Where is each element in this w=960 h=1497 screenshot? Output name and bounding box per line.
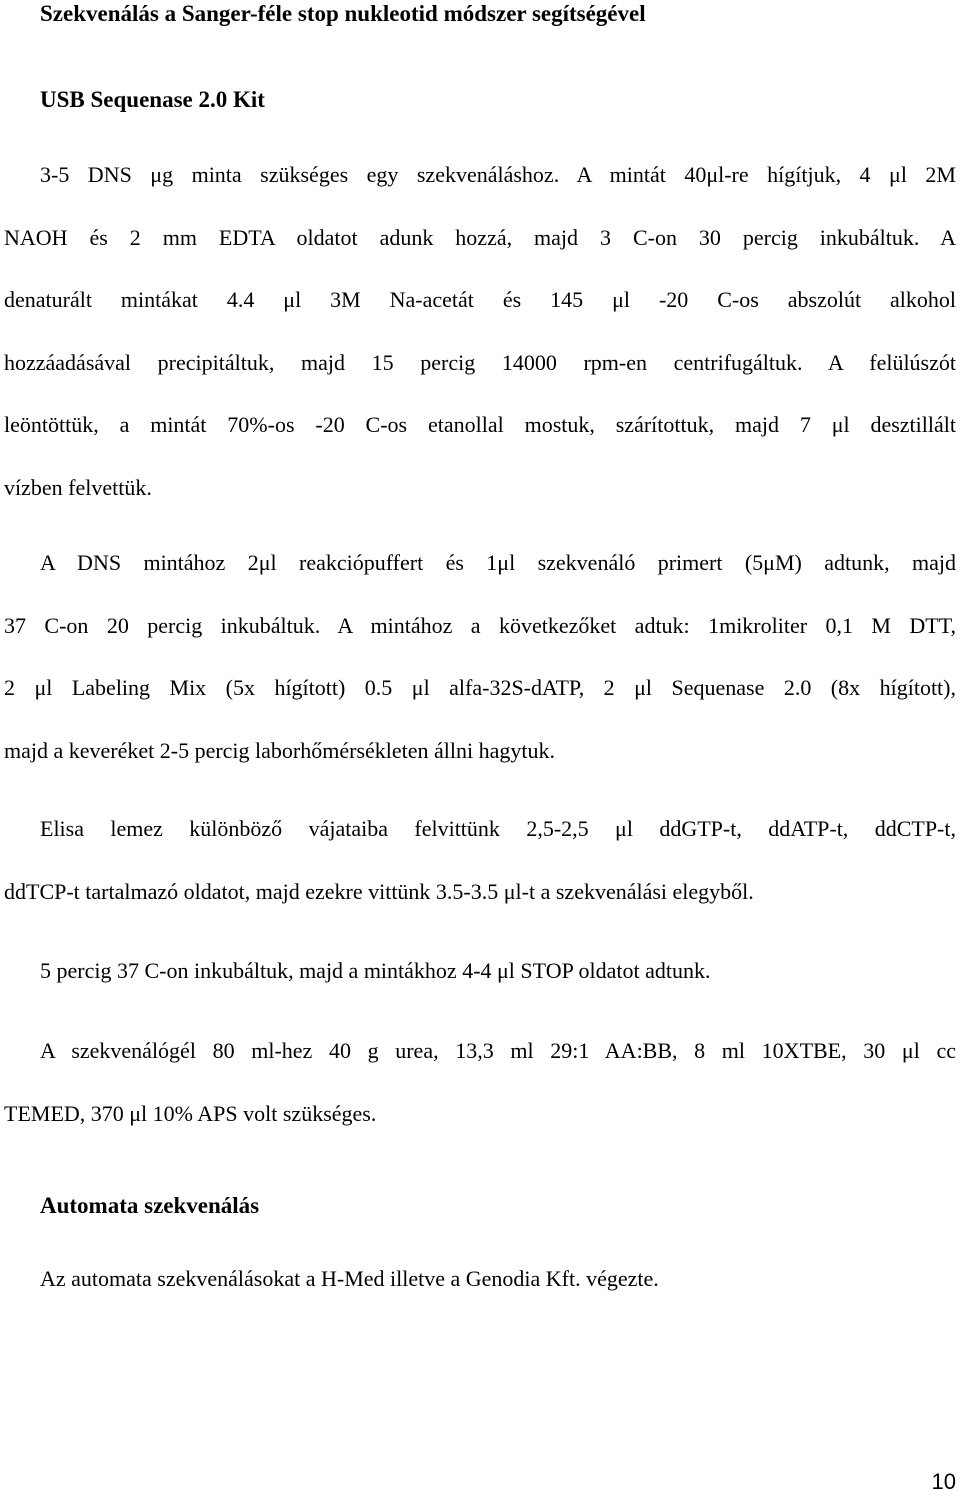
paragraph-line: vízben felvettük.: [4, 474, 152, 500]
paragraph-line: ddTCP-t tartalmazó oldatot, majd ezekre vittünk 3.5-3.5 μl-t a szekvenálási elegyből.: [4, 878, 754, 904]
paragraph-denaturation: [40, 144, 956, 207]
paragraph-elisa-cont: [4, 861, 956, 924]
paragraph-denaturation-cont: [4, 207, 956, 520]
paragraph-line: 2 μl Labeling Mix (5x hígított) 0.5 μl alfa-32S-dATP, 2 μl Sequenase 2.0 (8x hígított),: [4, 675, 956, 700]
paragraph-labeling-cont: [4, 595, 956, 783]
paragraph-line: hozzáadásával precipitáltuk, majd 15 percig 14000 rpm-en centrifugáltuk. A felülúszót: [4, 349, 956, 375]
paragraph-line: NAOH és 2 mm EDTA oldatot adunk hozzá, majd 3 C-on 30 percig inkubáltuk. A: [4, 224, 956, 250]
paragraph-labeling: [40, 532, 956, 595]
paragraph-gel-cont: [4, 1083, 956, 1146]
paragraph-line: denaturált mintákat 4.4 μl 3M Na-acetát és 145 μl -20 C-os abszolút alkohol: [4, 287, 956, 312]
paragraph-stop: [40, 940, 956, 1003]
paragraph-line: 37 C-on 20 percig inkubáltuk. A mintához a következőket adtuk: 1mikroliter 0,1 M DTT,: [4, 612, 956, 638]
paragraph-line: TEMED, 370 μl 10% APS volt szükséges.: [4, 1100, 377, 1126]
paragraph-line: A DNS mintához 2μl reakciópuffert és 1μl szekvenáló primert (5μM) adtunk, majd: [40, 550, 956, 575]
paragraph-line: 3-5 DNS μg minta szükséges egy szekvenáláshoz. A mintát 40μl-re hígítjuk, 4 μl 2M: [40, 162, 956, 187]
paragraph-line: A szekvenálógél 80 ml-hez 40 g urea, 13,3 ml 29:1 AA:BB, 8 ml 10XTBE, 30 μl cc: [40, 1038, 956, 1063]
section-heading-sanger: Szekvenálás a Sanger-féle stop nukleotid módszer segítségével: [40, 1, 646, 26]
paragraph-line: Az automata szekvenálásokat a H-Med illetve a Genodia Kft. végezte.: [40, 1266, 659, 1291]
paragraph-line: Elisa lemez különböző vájataiba felvittünk 2,5-2,5 μl ddGTP-t, ddATP-t, ddCTP-t,: [40, 816, 956, 841]
page-number: 10: [931, 1469, 956, 1494]
subheading-kit: USB Sequenase 2.0 Kit: [40, 87, 265, 112]
paragraph-line: 5 percig 37 C-on inkubáltuk, majd a mintákhoz 4-4 μl STOP oldatot adtunk.: [40, 958, 711, 983]
paragraph-automata: [40, 1248, 956, 1311]
paragraph-elisa: [40, 798, 956, 861]
paragraph-line: leöntöttük, a mintát 70%-os -20 C-os etanollal mostuk, szárítottuk, majd 7 μl desztillált: [4, 412, 956, 437]
paragraph-gel: [40, 1020, 956, 1083]
subheading-automata: Automata szekvenálás: [40, 1193, 260, 1218]
paragraph-line: majd a keveréket 2-5 percig laborhőmérsékleten állni hagytuk.: [4, 737, 556, 763]
